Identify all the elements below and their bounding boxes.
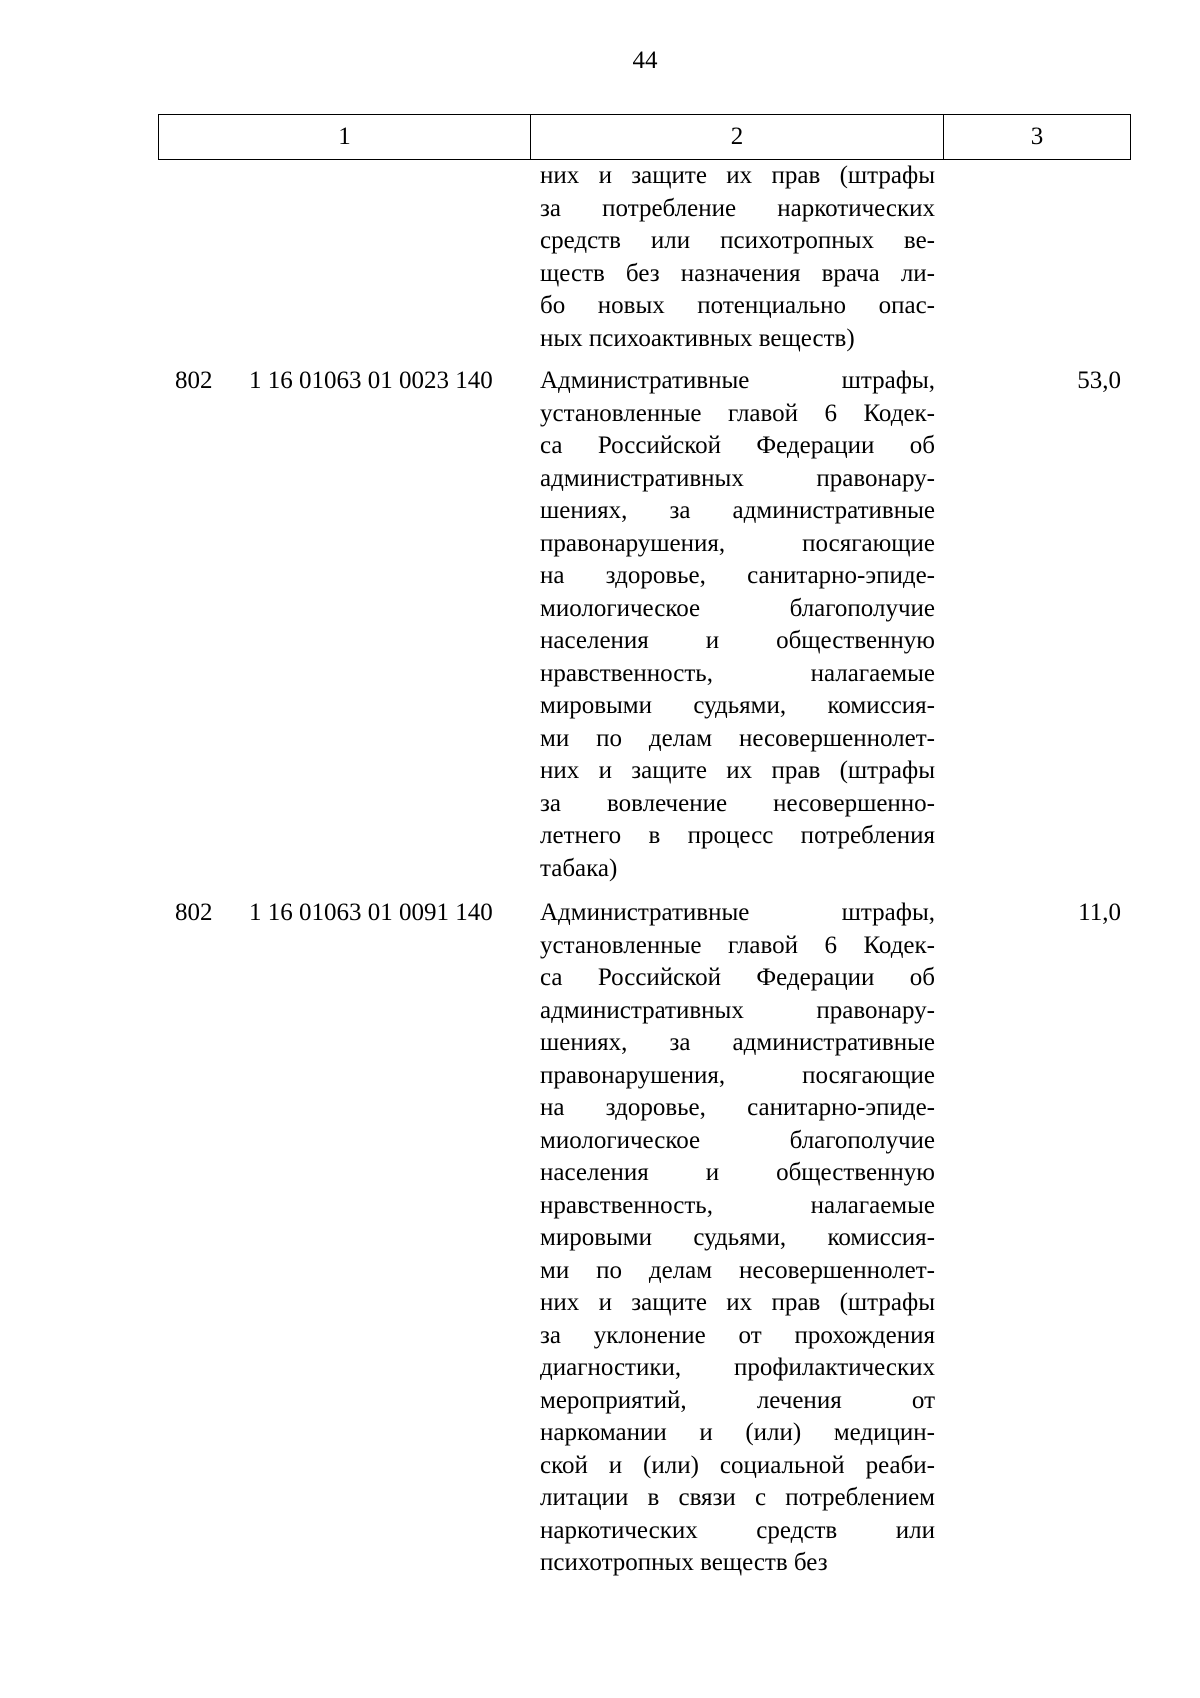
revenue-code: 1 16 01063 01 0023 140 [249, 367, 493, 394]
text-line: ществ без назначения врача ли- [540, 259, 935, 287]
text-line: нравственность, налагаемые [540, 659, 935, 687]
text-line: средств или психотропных ве- [540, 227, 935, 254]
text-line: шениях, за административные [540, 1029, 935, 1056]
row-description [540, 365, 935, 885]
text-line: нравственность, налагаемые [540, 1191, 935, 1219]
text-line: за уклонение от прохождения [540, 1321, 935, 1349]
column-header-2: 2 [531, 115, 944, 159]
text-line: на здоровье, санитарно-эпиде- [540, 562, 935, 589]
row-amount: 11,0 [1078, 899, 1121, 926]
column-header-3: 3 [1030, 123, 1044, 150]
text-line: наркотических средств или [540, 1516, 935, 1544]
column-header-1: 1 [159, 115, 531, 159]
page-number: 44 [632, 47, 658, 74]
text-line: миологическое благополучие [540, 594, 935, 622]
text-line: мероприятий, лечения от [540, 1386, 935, 1414]
text-line: установленные главой 6 Кодек- [540, 931, 935, 959]
text-line: бо новых потенциально опас- [540, 292, 935, 319]
revenue-code: 1 16 01063 01 0091 140 [249, 899, 493, 926]
admin-code: 802 [175, 367, 213, 394]
text-line: ных психоактивных веществ) [540, 324, 855, 352]
text-line: населения и общественную [540, 627, 935, 654]
text-line: ской и (или) социальной реаби- [540, 1451, 935, 1479]
table-column-header [158, 114, 1131, 160]
text-line: них и защите их прав (штрафы [540, 1289, 935, 1316]
text-line: Административные штрафы, [540, 899, 935, 926]
text-line: них и защите их прав (штрафы [540, 757, 935, 784]
text-line: летнего в процесс потребления [540, 822, 935, 849]
text-line: психотропных веществ без [540, 1549, 828, 1576]
admin-code: 802 [175, 899, 213, 926]
text-line: них и защите их прав (штрафы [540, 162, 935, 189]
text-line: литации в связи с потреблением [540, 1484, 935, 1511]
text-line: мировыми судьями, комиссия- [540, 692, 935, 719]
text-line: мировыми судьями, комиссия- [540, 1224, 935, 1251]
text-line: табака) [540, 854, 618, 882]
row-description [540, 897, 935, 1580]
text-line: ми по делам несовершеннолет- [540, 1256, 935, 1284]
text-line: населения и общественную [540, 1159, 935, 1186]
text-line: административных правонару- [540, 464, 935, 492]
text-line: са Российской Федерации об [540, 964, 935, 991]
text-line: правонарушения, посягающие [540, 1061, 935, 1089]
text-line: ми по делам несовершеннолет- [540, 724, 935, 752]
text-line: шениях, за административные [540, 497, 935, 524]
text-line: са Российской Федерации об [540, 432, 935, 459]
row-amount: 53,0 [1077, 367, 1121, 394]
text-line: диагностики, профилактических [540, 1354, 935, 1381]
text-line: на здоровье, санитарно-эпиде- [540, 1094, 935, 1121]
text-line: установленные главой 6 Кодек- [540, 399, 935, 427]
text-line: миологическое благополучие [540, 1126, 935, 1154]
text-line: правонарушения, посягающие [540, 529, 935, 557]
continued-description [540, 160, 935, 355]
text-line: административных правонару- [540, 996, 935, 1024]
text-line: Административные штрафы, [540, 367, 935, 394]
text-line: наркомании и (или) медицин- [540, 1419, 935, 1446]
text-line: за вовлечение несовершенно- [540, 789, 935, 817]
text-line: за потребление наркотических [540, 194, 935, 222]
